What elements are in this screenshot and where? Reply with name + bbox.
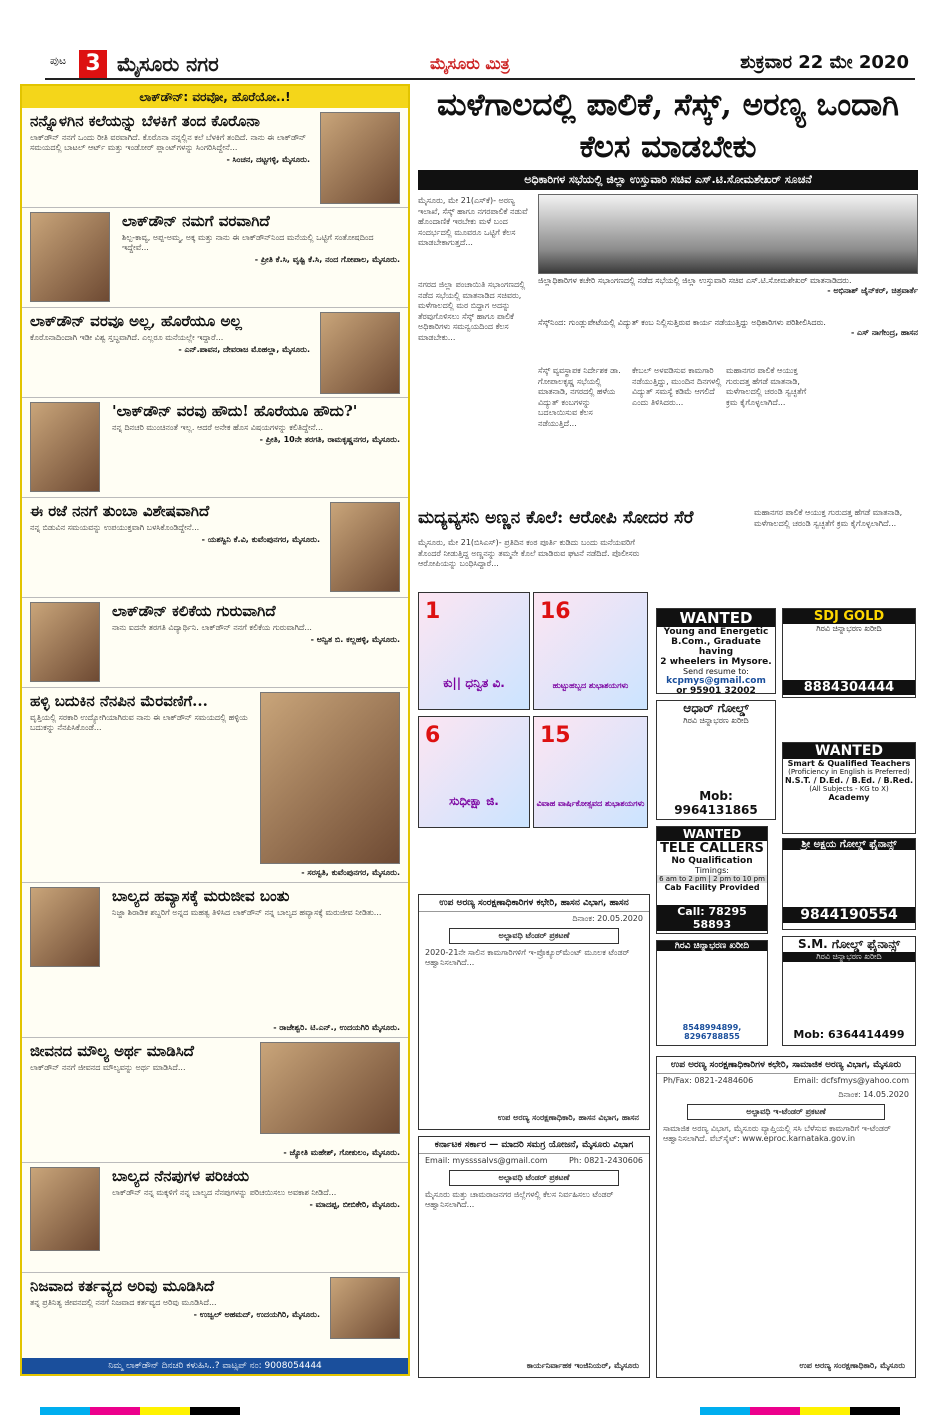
caption-text: ಜಿಲ್ಲಾಧಿಕಾರಿಗಳ ಕಚೇರಿ ಸಭಾಂಗಣದಲ್ಲಿ ನಡೆದ ಸಭೆಯಲ್ಲಿ ಜಿಲ್ಲಾ ಉಸ್ತುವಾರಿ ಸಚಿವ ಎಸ್.ಟಿ.ಸೋಮಶೇಖರ್ ಮಾತನಾಡಿದರು.: [538, 276, 852, 285]
ad-line: B.Com., Graduate having: [671, 637, 761, 657]
greeting-label: ಹುಟ್ಟುಹಬ್ಬದ ಶುಭಾಶಯಗಳು: [552, 681, 629, 690]
ad-line: (All Subjects - KG to X): [809, 785, 889, 793]
story-photo: [30, 1167, 100, 1251]
wanted-teachers-ad: [782, 742, 916, 834]
story-title: ಲಾಕ್‌ಡೌನ್ ಕಲಿಕೆಯ ಗುರುವಾಗಿದೆ: [112, 602, 276, 620]
photo-caption-2: [538, 318, 918, 364]
lead-headline: ಮಳೆಗಾಲದಲ್ಲಿ ಪಾಲಿಕೆ, ಸೆಸ್ಕ್, ಅರಣ್ಯ ಒಂದಾಗಿ ಕೆಲಸ ಮಾಡಬೇಕು: [436, 87, 900, 165]
story-photo: [30, 887, 100, 967]
greeting-label: ವಿವಾಹ ವಾರ್ಷಿಕೋತ್ಸವದ ಶುಭಾಶಯಗಳು: [536, 799, 645, 808]
story-body: ನಿಜ್ಜಾ ಶಿರಾಡಿಕ ಶಬ್ದರಿಗೆ ಅನ್ನದ ಮಹತ್ವ ತಿಳಿಸಿದ ಲಾಕ್‌ಡೌನ್ ನನ್ನ ಬಾಲ್ಯದ ಹವ್ಯಾಸಕ್ಕೆ ಮರುಜೀವ ನೀಡಿತು...: [112, 908, 382, 917]
akshaya-gold-ad: [782, 838, 916, 930]
ad-email: kcpmys@gmail.com: [666, 676, 766, 686]
ad-phone: 9844190554: [783, 907, 915, 923]
story-9: [22, 1038, 408, 1163]
tender-ref: ದಿನಾಂಕ: 14.05.2020: [838, 1090, 909, 1099]
sdj-gold-ad: [782, 608, 916, 698]
lead-column-2: ನಗರದ ಜಿಲ್ಲಾ ಪಂಚಾಯಿತಿ ಸಭಾಂಗಣದಲ್ಲಿ ನಡೆದ ಸಭೆಯಲ್ಲಿ ಮಾತನಾಡಿದ ಸಚಿವರು, ಮಳೆಗಾಲದಲ್ಲಿ ಮರ ಬಿದ್ದಾಗ ಅದನ್ನು ತೆರವುಗೊಳಿಸಲು ಸೆಸ್ಕ್ ಹಾಗೂ ಪಾಲಿಕೆ ಅಧಿಕಾರಿಗಳು ಸಮನ್ವಯದಿಂದ ಕೆಲಸ ಮಾಡಬೇಕು...: [418, 280, 526, 342]
ad-phone: Mob: 6364414499: [793, 1028, 905, 1041]
story-photo: [30, 602, 100, 682]
story-4: [22, 398, 408, 498]
story-author: - ರಾಜೇಶ್ವರಿ. ಟಿ.ಎನ್., ಉದಯಗಿರಿ ಮೈಸೂರು.: [273, 1023, 400, 1032]
ad-phone: Call: 78295 58893: [657, 905, 767, 931]
story-photo: [330, 1277, 400, 1339]
column-banner: ಲಾಕ್‌ಡೌನ್: ವರವೋ, ಹೊರೆಯೋ..!: [22, 86, 408, 108]
lead-column-3: ಸೆಸ್ಕ್ ವ್ಯವಸ್ಥಾಪಕ ನಿರ್ದೇಶಕ ಡಾ. ಗೋಪಾಲಕೃಷ್ಣ ಸಭೆಯಲ್ಲಿ ಮಾತನಾಡಿ, ನಗರದಲ್ಲಿ ಹಳೆಯ ವಿದ್ಯುತ್ ಕಂಬಗಳನ್ನು ಬದಲಾಯಿಸುವ ಕೆಲಸ ನಡೆಯುತ್ತಿದೆ...: [538, 366, 621, 428]
story-title: ಲಾಕ್‌ಡೌನ್ ವರವೂ ಅಲ್ಲ, ಹೊರೆಯೂ ಅಲ್ಲ: [30, 312, 242, 330]
birthday-ad-1: [418, 592, 530, 710]
story-title: ನನ್ನೊಳಗಿನ ಕಲೆಯನ್ನು ಬೆಳಕಿಗೆ ತಂದ ಕೊರೊನಾ: [30, 112, 260, 130]
whatsapp-footer: ನಿಮ್ಮ ಲಾಕ್‌ಡೌನ್ ದಿನಚರಿ ಕಳುಹಿಸಿ..? ವಾಟ್ಸಪ್ ನಂ: 9008054444: [22, 1358, 408, 1374]
tender-contact: [657, 1074, 915, 1088]
lead-column-5: ಮಹಾನಗರ ಪಾಲಿಕೆ ಆಯುಕ್ತ ಗುರುದತ್ತ ಹೆಗಡೆ ಮಾತನಾಡಿ, ಮಳೆಗಾಲದಲ್ಲಿ ಚರಂಡಿ ಸ್ವಚ್ಛತೆಗೆ ಕ್ರಮ ಕೈಗೊಳ್ಳಲಾಗಿದೆ...: [726, 366, 807, 407]
telecallers-ad: [656, 826, 768, 934]
ad-title: ಆಧಾರ್ ಗೋಲ್ಡ್: [683, 701, 749, 715]
story-photo: [30, 212, 110, 302]
tender-body: ಮೈಸೂರು ಮತ್ತು ಚಾಮರಾಜನಗರ ಜಿಲ್ಲೆಗಳಲ್ಲಿ ಕೆಲಸ ನಿರ್ವಹಿಸಲು ಟೆಂಡರ್ ಆಹ್ವಾನಿಸಲಾಗಿದೆ...: [425, 1190, 614, 1209]
page-label: ಪುಟ: [50, 54, 67, 67]
caption-credit: - ಅಭಿನಾಶ್ ಜೈನ್‌ಕರ್, ಚಿತ್ರವಾರ್ತೆ: [827, 286, 918, 295]
story-title: ಹಳ್ಳಿ ಬದುಕಿನ ನೆನಪಿನ ಮೆರವಣಿಗೆ...: [30, 692, 208, 710]
story-author: - ಜ್ಯೋತಿ ಮಹೇಶ್, ಗೋಕುಲಂ, ಮೈಸೂರು.: [283, 1148, 400, 1157]
ad-subtitle: ಗಿರವಿ ಚಿನ್ನಾಭರಣ ಖರೀದಿ: [783, 952, 915, 962]
story-title: ಈ ರಜೆ ನನಗೆ ತುಂಬಾ ವಿಶೇಷವಾಗಿದೆ: [30, 502, 210, 520]
registration-color-bar: [700, 1407, 900, 1415]
tender-org: ಕರ್ನಾಟಕ ಸರ್ಕಾರ — ಮಾದರಿ ಸಮಗ್ರ ಯೋಜನೆ, ಮೈಸೂರು ವಿಭಾಗ: [419, 1137, 649, 1154]
aadhar-gold-ad: [656, 700, 776, 820]
ad-title: S.M. ಗೋಲ್ಡ್ ಫೈನಾನ್ಸ್: [798, 937, 900, 951]
story-author: - ಸಿಂಚನ, ದಟ್ಟಗಳ್ಳಿ, ಮೈಸೂರು.: [226, 155, 310, 164]
child-name: ಸುಧೀಕ್ಷಾ ಜಿ.: [449, 794, 499, 808]
story-author: - ಉಜ್ವಲ್ ಅಹಮದ್, ಉದಯಗಿರಿ, ಮೈಸೂರು.: [193, 1310, 320, 1319]
story-photo: [330, 502, 400, 592]
story-body: ವೃತ್ತಿಯಲ್ಲಿ ಸರಕಾರಿ ಉದ್ಯೋಗಿಯಾಗಿರುವ ನಾನು ಈ ಲಾಕ್‌ಡೌನ್ ಸಮಯದಲ್ಲಿ ಹಳ್ಳಿಯ ಬದುಕನ್ನು ನೆನಪಿಸಿಕೊಂಡೆ...: [30, 713, 248, 732]
tender-notice-3: [656, 1056, 916, 1378]
ad-phone: Mob: 9964131865: [674, 789, 758, 817]
story-body: ನನ್ನ ಬಿಡುವಿನ ಸಮಯವನ್ನು ಉಪಯುಕ್ತವಾಗಿ ಬಳಸಿಕೊಂಡಿದ್ದೇನೆ...: [30, 523, 200, 532]
ad-subtitle: ಗಿರವಿ ಚಿನ್ನಾಭರಣ ಖರೀದಿ: [816, 624, 882, 633]
ad-line: Young and Energetic: [663, 627, 769, 637]
lead-continued: ಮಹಾನಗರ ಪಾಲಿಕೆ ಆಯುಕ್ತ ಗುರುದತ್ತ ಹೆಗಡೆ ಮಾತನಾಡಿ, ಮಳೆಗಾಲದಲ್ಲಿ ಚರಂಡಿ ಸ್ವಚ್ಛತೆಗೆ ಕ್ರಮ ಕೈಗೊಳ್ಳಲಾಗಿದೆ...: [754, 508, 903, 528]
story-title: ನಿಜವಾದ ಕರ್ತವ್ಯದ ಅರಿವು ಮೂಡಿಸಿದೆ: [30, 1277, 215, 1295]
section-name: ಮೈಸೂರು ನಗರ: [117, 52, 219, 76]
registration-color-bar: [40, 1407, 240, 1415]
lead-subhead: ಅಧಿಕಾರಿಗಳ ಸಭೆಯಲ್ಲಿ ಜಿಲ್ಲಾ ಉಸ್ತುವಾರಿ ಸಚಿವ ಎಸ್.ಟಿ.ಸೋಮಶೇಖರ್ ಸೂಚನೆ: [418, 170, 918, 190]
story-title: ಬಾಲ್ಯದ ಹವ್ಯಾಸಕ್ಕೆ ಮರುಜೀವ ಬಂತು: [112, 887, 290, 905]
birthday-ad-3: [418, 716, 530, 828]
tender-ref: ದಿನಾಂಕ: 20.05.2020: [572, 914, 643, 923]
ad-line: Timings:: [695, 866, 729, 875]
photo-caption-1: [538, 276, 918, 314]
meeting-photo: [538, 194, 918, 274]
tender-phone: Ph/Fax: 0821-2484606: [663, 1076, 754, 1085]
tender-footer: ಉಪ ಅರಣ್ಯ ಸಂರಕ್ಷಣಾಧಿಕಾರಿ, ಹಾಸನ ವಿಭಾಗ, ಹಾಸನ: [497, 1113, 639, 1122]
ad-subtitle: ಗಿರವಿ ಚಿನ್ನಾಭರಣ ಖರೀದಿ: [683, 716, 749, 725]
story-title: ಲಾಕ್‌ಡೌನ್ ನಮಗೆ ವರವಾಗಿದೆ: [122, 212, 270, 230]
story-author: - ಪ್ರೀತಿ ಕೆ.ಸಿ, ವೃಷ್ಟಿ ಕೆ.ಸಿ, ನಂದ ಗೋಪಾಲ, ಮೈಸೂರು.: [254, 255, 400, 264]
tender-email: Email: myssssalvs@gmail.com: [425, 1156, 548, 1165]
story-body: ಶಿಲ್ಪ-ಕಾವ್ಯ, ಅಪ್ಪ-ಅಮ್ಮ, ಅಕ್ಕ ಮತ್ತು ನಾನು ಈ ಲಾಕ್‌ಡೌನ್‌ನಿಂದ ಮನೆಯಲ್ಲಿ ಒಟ್ಟಿಗೆ ಸಂತೋಷದಿಂದ ಇದ್ದೇವೆ...: [122, 233, 374, 252]
tender-notice-2: [418, 1136, 650, 1378]
lead-intro: ಮೈಸೂರು, ಮೇ 21(ಎಸ್‌ಕೆ)- ಅರಣ್ಯ ಇಲಾಖೆ, ಸೆಸ್ಕ್ ಹಾಗೂ ನಗರಪಾಲಿಕೆ ನಡುವೆ ಹೊಂದಾಣಿಕೆ ಇರಬೇಕು ಮಳೆ ಬಂದ ಸಂದರ್ಭದಲ್ಲಿ ಮೂವರೂ ಒಟ್ಟಿಗೆ ಕೆಲಸ ಮಾಡಬೇಕಾಗುತ್ತದೆ...: [418, 196, 528, 247]
lockdown-column: [20, 84, 410, 1376]
ad-title: ಗಿರವಿ ಚಿನ್ನಾಭರಣ ಖರೀದಿ: [657, 941, 767, 951]
story-body: ಲಾಕ್‌ಡೌನ್ ನನಗೆ ಜೀವನದ ಮೌಲ್ಯವನ್ನು ಅರ್ಥ ಮಾಡಿಸಿದೆ...: [30, 1063, 186, 1072]
tender-email: Email: dcfsfmys@yahoo.com: [793, 1076, 909, 1085]
ad-title: WANTED: [657, 609, 775, 627]
tender-footer: ಕಾರ್ಯನಿರ್ವಾಹಕ ಇಂಜಿನಿಯರ್, ಮೈಸೂರು: [526, 1361, 639, 1370]
ad-line: No Qualification: [671, 856, 753, 866]
ad-line: Smart & Qualified Teachers: [787, 759, 911, 768]
tender-body: 2020-21ನೇ ಸಾಲಿನ ಕಾಮಗಾರಿಗಳಿಗೆ ಇ-ಪ್ರೊಕ್ಯೂರ್‌ಮೆಂಟ್ ಮೂಲಕ ಟೆಂಡರ್ ಆಹ್ವಾನಿಸಲಾಗಿದೆ...: [425, 948, 630, 967]
tender-title: ಅಲ್ಪಾವಧಿ ಟೆಂಡರ್ ಪ್ರಕಟಣೆ: [449, 1170, 619, 1186]
tender-footer: ಉಪ ಅರಣ್ಯ ಸಂರಕ್ಷಣಾಧಿಕಾರಿ, ಮೈಸೂರು: [799, 1361, 905, 1370]
age-number: 6: [425, 723, 441, 748]
story-author: - ಸರಸ್ವತಿ, ಕುವೆಂಪುನಗರ, ಮೈಸೂರು.: [301, 868, 400, 877]
ad-line: 6 am to 2 pm | 2 pm to 10 pm: [657, 875, 767, 883]
story-author: - ಪ್ರೀತಿ, 10ನೇ ತರಗತಿ, ರಾಮಕೃಷ್ಣನಗರ, ಮೈಸೂರು.: [259, 435, 400, 444]
story-photo: [260, 692, 400, 864]
ad-line: Academy: [828, 793, 870, 802]
ad-line: (Proficiency in English is Preferred): [788, 768, 910, 776]
issue-date: ಶುಕ್ರವಾರ 22 ಮೇ 2020: [740, 52, 909, 73]
story-body: ಲಾಕ್‌ಡೌನ್ ನನ್ನ ಮಕ್ಕಳಿಗೆ ನನ್ನ ಬಾಲ್ಯದ ನೆನಪುಗಳನ್ನು ಪರಿಚಯಿಸಲು ಅವಕಾಶ ನೀಡಿದೆ...: [112, 1188, 337, 1197]
age-number: 16: [540, 599, 571, 624]
ad-title: WANTED: [657, 827, 767, 841]
crime-body: ಮೈಸೂರು, ಮೇ 21(ಬಿಸಿಎಸ್)- ಪ್ರತಿದಿನ ಕಂಠ ಪೂರ್ತಿ ಕುಡಿದು ಬಂದು ಮನೆಯವರಿಗೆ ತೊಂದರೆ ನೀಡುತ್ತಿದ್ದ ಅಣ್ಣನನ್ನು ತಮ್ಮನೇ ಕೊಲೆ ಮಾಡಿರುವ ಘಟನೆ ನಡೆದಿದೆ. ಪೊಲೀಸರು ಆರೋಪಿಯನ್ನು ಬಂಧಿಸಿದ್ದಾರೆ...: [418, 538, 640, 568]
story-photo: [320, 112, 400, 204]
story-photo: [260, 1042, 400, 1134]
ad-line: N.S.T. / D.Ed. / B.Ed. / B.Red.: [784, 776, 914, 785]
birthday-ad-2: [533, 592, 648, 710]
ad-phone: 8884304444: [783, 680, 915, 695]
tender-phone: Ph: 0821-2430606: [568, 1156, 643, 1165]
ad-title: SDJ GOLD: [783, 609, 915, 624]
story-author: - ಯಶಸ್ವಿನಿ ಕೆ.ವಿ, ಕುವೆಂಪುನಗರ, ಮೈಸೂರು.: [201, 535, 320, 544]
story-photo: [30, 402, 100, 492]
story-3: [22, 308, 408, 398]
masthead-logo: ಮೈಸೂರು ಮಿತ್ರ: [430, 54, 510, 73]
tender-body: ಸಾಮಾಜಿಕ ಅರಣ್ಯ ವಿಭಾಗ, ಮೈಸೂರು ವ್ಯಾಪ್ತಿಯಲ್ಲಿ ಸಸಿ ಬೆಳೆಸುವ ಕಾಮಗಾರಿಗೆ ಇ-ಟೆಂಡರ್ ಆಹ್ವಾನಿಸಲಾಗಿದೆ. ವೆಬ್‌ಸೈಟ್: www.eproc.karnataka.gov.in: [663, 1124, 891, 1143]
page-number: 3: [79, 50, 107, 78]
ad-title: WANTED: [783, 743, 915, 759]
ad-line: Cab Facility Provided: [664, 883, 760, 892]
page-header: [45, 48, 915, 80]
tender-title: ಅಲ್ಪಾವಧಿ ಇ-ಟೆಂಡರ್ ಪ್ರಕಟಣೆ: [687, 1104, 885, 1120]
caption-text: ಸೆಸ್ಕ್‌ನಿಂದ: ಗುಂಡ್ಲುಪೇಟೆಯಲ್ಲಿ ವಿದ್ಯುತ್ ಕಂಬ ನಿಲ್ಲಿಸುತ್ತಿರುವ ಕಾರ್ಯ ನಡೆಯುತ್ತಿದ್ದು ಅಧಿಕಾರಿಗಳು ಪರಿಶೀಲಿಸಿದರು.: [538, 318, 826, 327]
tender-org: ಉಪ ಅರಣ್ಯ ಸಂರಕ್ಷಣಾಧಿಕಾರಿಗಳ ಕಛೇರಿ, ಹಾಸನ ವಿಭಾಗ, ಹಾಸನ: [419, 895, 649, 912]
lead-column-4: ಕೇಬಲ್ ಅಳವಡಿಸುವ ಕಾಮಗಾರಿ ನಡೆಯುತ್ತಿದ್ದು, ಮುಂದಿನ ದಿನಗಳಲ್ಲಿ ವಿದ್ಯುತ್ ಸಮಸ್ಯೆ ಕಡಿಮೆ ಆಗಲಿದೆ ಎಂದು ತಿಳಿಸಿದರು...: [632, 366, 722, 407]
child-name: ಕು|| ಧನ್ವಿತ ವಿ.: [443, 676, 505, 690]
story-8: [22, 883, 408, 1038]
birthday-ad-4: [533, 716, 648, 828]
crime-headline: ಮದ್ಯವ್ಯಸನಿ ಅಣ್ಣನ ಕೊಲೆ: ಆರೋಪಿ ಸೋದರ ಸೆರೆ: [418, 508, 694, 528]
tender-title: ಅಲ್ಪಾವಧಿ ಟೆಂಡರ್ ಪ್ರಕಟಣೆ: [449, 928, 619, 944]
ad-title-2: TELE CALLERS: [660, 841, 764, 856]
story-body: ನಾನು ಐದನೇ ತರಗತಿ ವಿದ್ಯಾರ್ಥಿನಿ. ಲಾಕ್‌ಡೌನ್ ನನಗೆ ಕಲಿಕೆಯ ಗುರುವಾಗಿದೆ...: [112, 623, 312, 632]
story-title: ಜೀವನದ ಮೌಲ್ಯ ಅರ್ಥ ಮಾಡಿಸಿದೆ: [30, 1042, 194, 1060]
story-11: [22, 1273, 408, 1343]
story-body: ಕೊರೊನಾದಿಂದಾಗಿ ಇಡೀ ವಿಶ್ವ ಸ್ತಬ್ಧವಾಗಿದೆ. ಎಲ್ಲರೂ ಮನೆಯಲ್ಲೇ ಇದ್ದಾರೆ...: [30, 333, 224, 342]
tender-notice-1: [418, 894, 650, 1130]
story-body: ಲಾಕ್‌ಡೌನ್ ನನಗೆ ಒಂದು ರೀತಿ ವರವಾಗಿದೆ. ಕೊರೊನಾ ನನ್ನಲ್ಲಿನ ಕಲೆ ಬೆಳಕಿಗೆ ತಂದಿದೆ. ನಾನು ಈ ಲಾಕ್‌ಡೌನ್ ಸಮಯದಲ್ಲಿ ಬಾಟಲ್ ಆರ್ಟ್ ಮತ್ತು ಇಂಡೋರ್ ಪ್ಲಾಂಟ್‌ಗಳನ್ನು ಸಿಂಗರಿಸಿದ್ದೇನೆ...: [30, 133, 307, 152]
story-author: - ಅನ್ವಿತ ಬಿ. ಕಲ್ಲಹಳ್ಳಿ, ಮೈಸೂರು.: [310, 635, 400, 644]
story-1: [22, 108, 408, 208]
kanchana-gold-ad: [656, 940, 768, 1046]
story-author: - ಎನ್.ಪಾವನ, ದೇವರಾಜ ಮೊಹಲ್ಲಾ, ಮೈಸೂರು.: [178, 345, 310, 354]
story-photo: [320, 312, 400, 394]
sm-gold-ad: [782, 936, 916, 1046]
story-6: [22, 598, 408, 688]
story-title: 'ಲಾಕ್‌ಡೌನ್ ವರವು ಹೌದು! ಹೊರೆಯೂ ಹೌದು?': [112, 402, 358, 420]
caption-credit: - ಎಸ್ ನಾಗೇಂದ್ರ, ಹಾಸನ: [850, 328, 918, 337]
story-10: [22, 1163, 408, 1273]
ad-line: Send resume to:: [683, 667, 749, 676]
story-2: [22, 208, 408, 308]
tender-contact: [419, 1154, 649, 1168]
story-author: - ಮಾದಪ್ಪ, ಬೀಬಿಕೇರಿ, ಮೈಸೂರು.: [309, 1200, 400, 1209]
ad-line: 2 wheelers in Mysore.: [660, 657, 772, 667]
wanted-ad-graduate: [656, 608, 776, 694]
story-title: ಬಾಲ್ಯದ ನೆನಪುಗಳ ಪರಿಚಯ: [112, 1167, 250, 1185]
ad-title: ಶ್ರೀ ಅಕ್ಷಯ ಗೋಲ್ಡ್ ಫೈನಾನ್ಸ್: [783, 839, 915, 850]
age-number: 1: [425, 599, 441, 624]
story-body: ನನ್ನ ದಿನಚರಿ ಮುಂಚಿನಂತೆ ಇಲ್ಲ. ಆದರೆ ಅನೇಕ ಹೊಸ ವಿಷಯಗಳನ್ನು ಕಲಿತಿದ್ದೇನೆ...: [112, 423, 324, 432]
age-number: 15: [540, 723, 571, 748]
ad-phone: or 95901 32002: [676, 686, 756, 694]
story-5: [22, 498, 408, 598]
story-7: [22, 688, 408, 883]
tender-org: ಉಪ ಅರಣ್ಯ ಸಂರಕ್ಷಣಾಧಿಕಾರಿಗಳ ಕಛೇರಿ, ಸಾಮಾಜಿಕ ಅರಣ್ಯ ವಿಭಾಗ, ಮೈಸೂರು: [657, 1057, 915, 1074]
story-body: ತನ್ನ ಪ್ರತಿನಿತ್ಯ ಜೀವನದಲ್ಲಿ ನನಗೆ ನಿಜವಾದ ಕರ್ತವ್ಯದ ಅರಿವು ಮೂಡಿಸಿದೆ...: [30, 1298, 217, 1307]
ad-phone: 8548994899, 8296788855: [682, 1023, 742, 1041]
